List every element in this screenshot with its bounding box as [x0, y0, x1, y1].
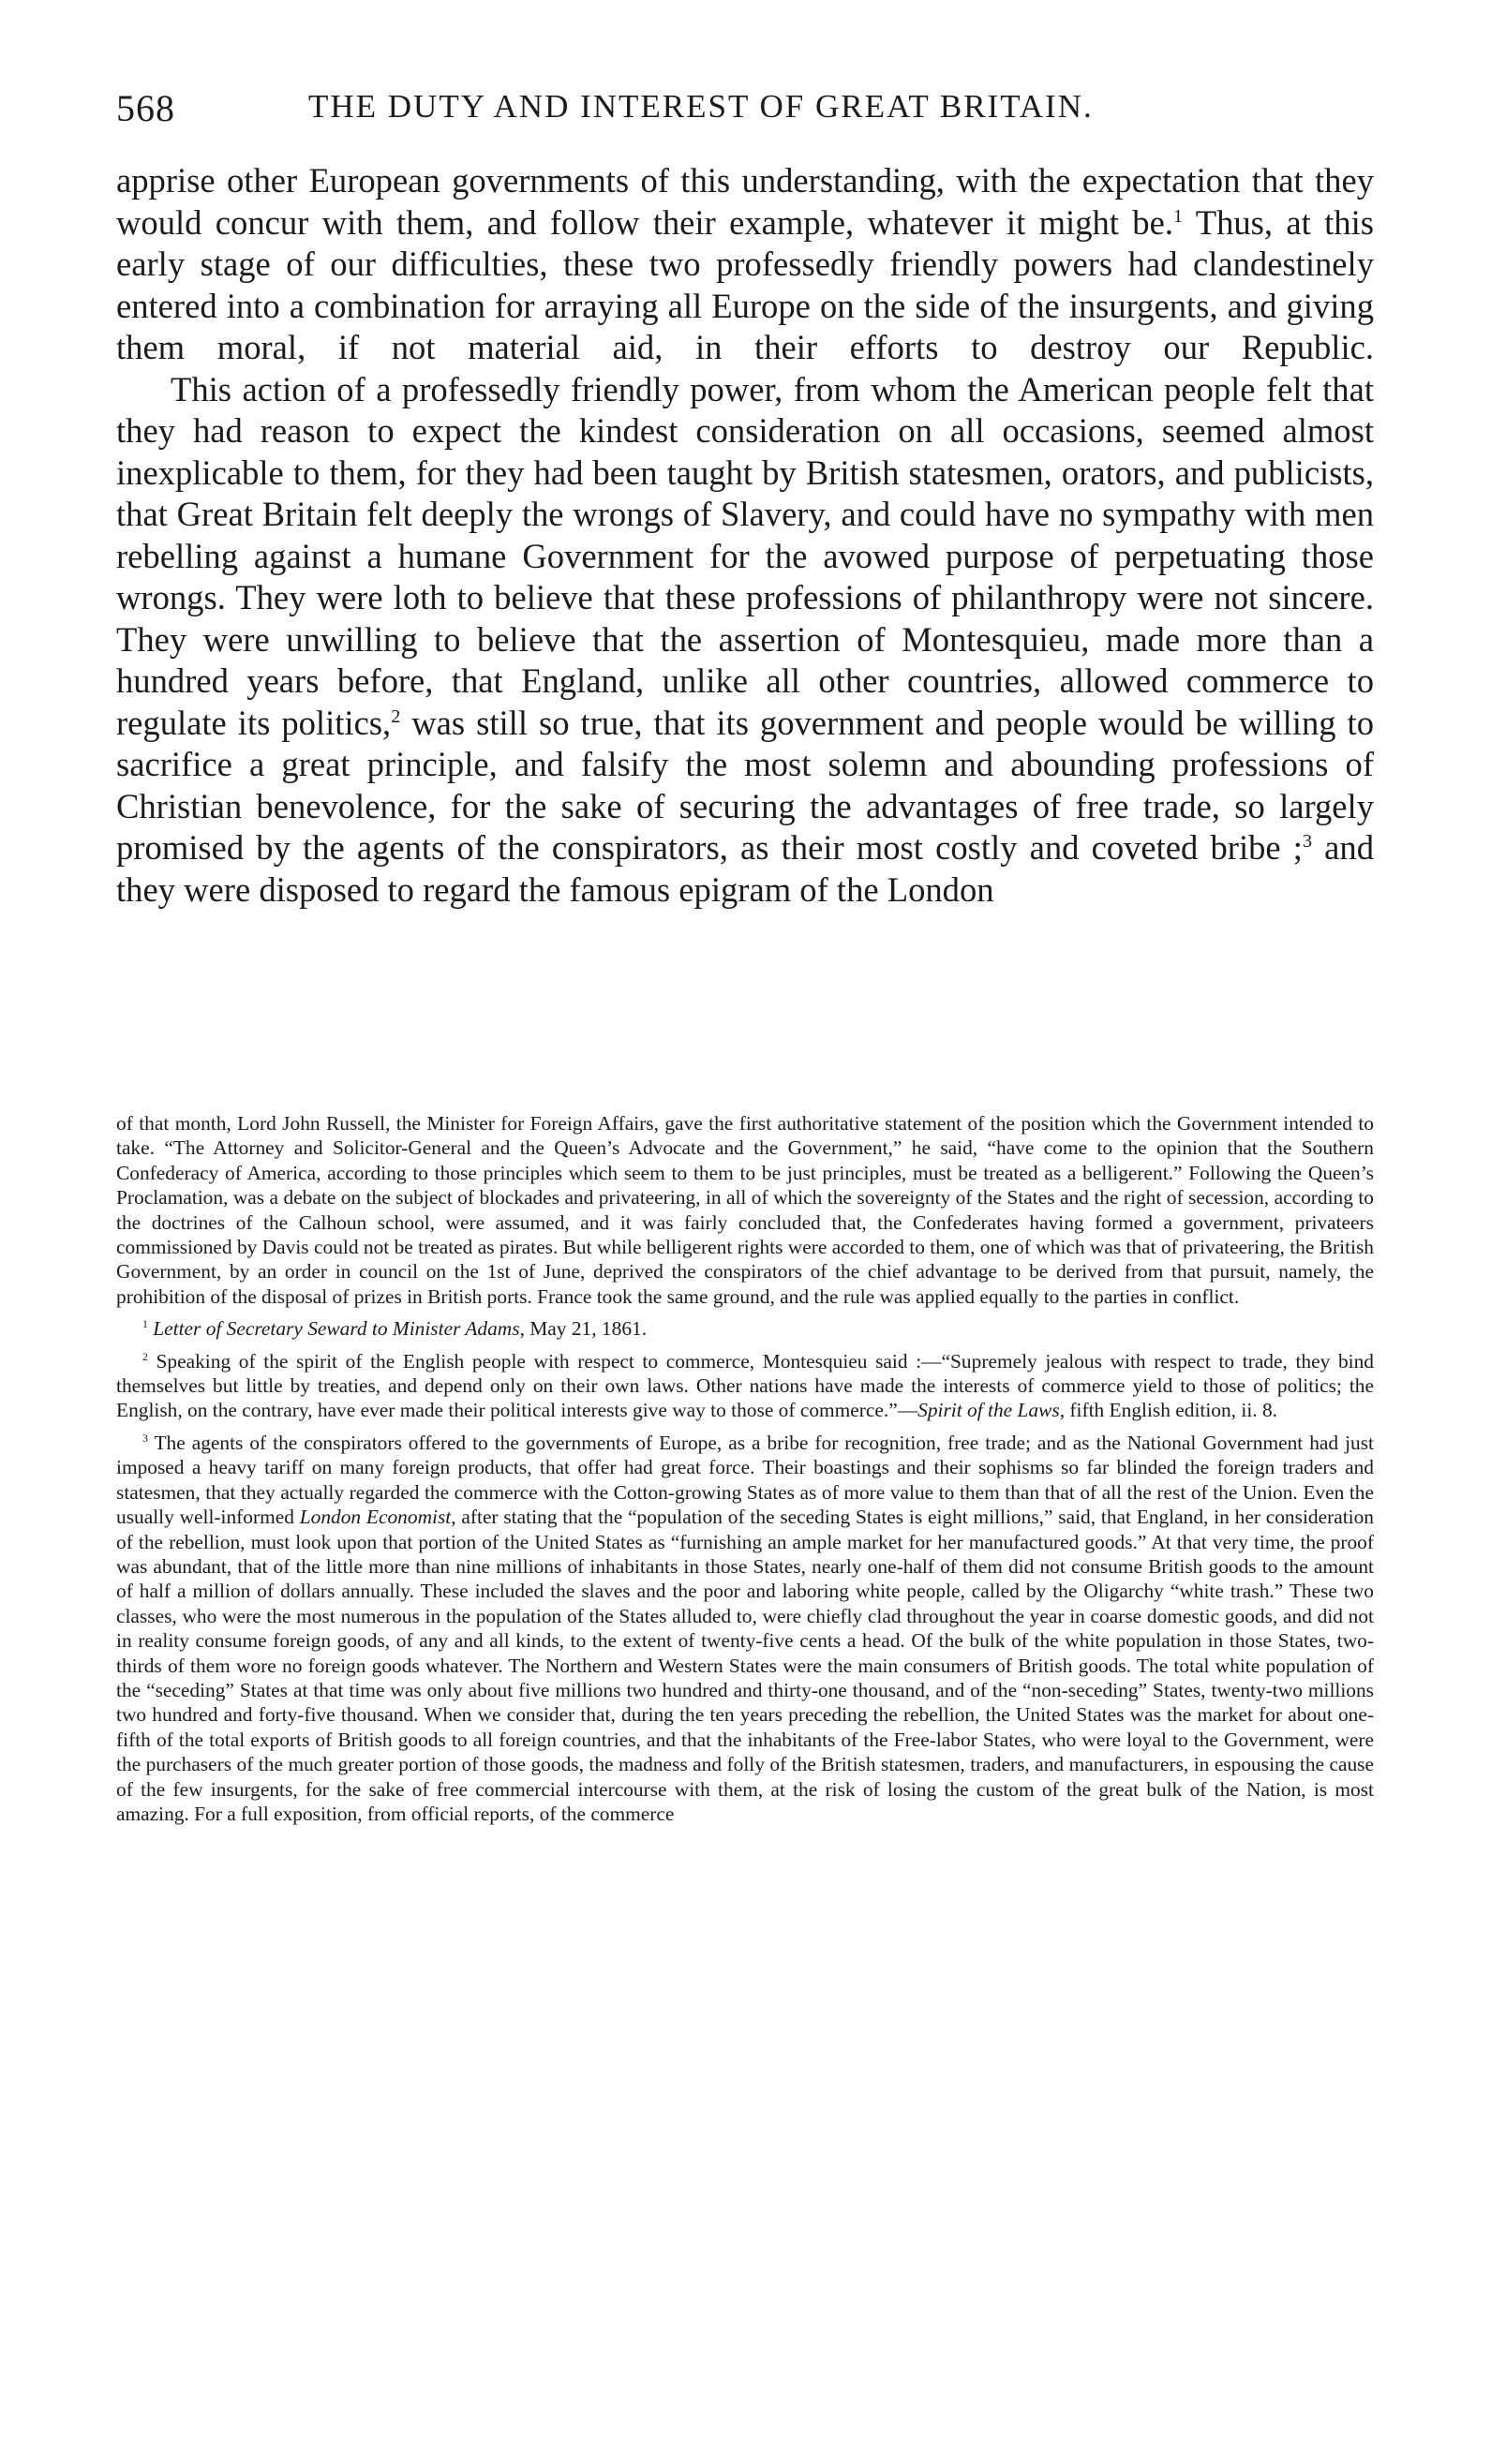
- running-head: [116, 86, 1374, 133]
- body-text-run: apprise other European governments of this understanding, with the expectation that they would concur with them, and follow their example, whatever it might be.: [116, 161, 1374, 242]
- body-text-run: was still so true, that its government and people would be willing to sacrifice a great principle, and falsify the most solemn and abounding professions of Christian benevolence, for the sake of securing the advantages of free trade, so largely promised by the agents of the conspirators, as their most costly and coveted bribe ;: [116, 703, 1374, 867]
- footnote-3: [116, 1431, 1374, 1827]
- footnote-mark: 3: [142, 1432, 148, 1445]
- body-paragraph: [116, 369, 1374, 912]
- body-text: [116, 160, 1374, 911]
- footnote-source: Spirit of the Laws: [917, 1399, 1060, 1422]
- footnote-ref: 2: [391, 705, 401, 727]
- footnote-1: [116, 1316, 1374, 1341]
- footnote-mark: 2: [142, 1350, 148, 1363]
- footnote-ref: 3: [1302, 830, 1313, 852]
- footnote-mark: 1: [142, 1318, 148, 1331]
- footnote-continued: of that month, Lord John Russell, the Minister for Foreign Affairs, gave the first authoritative statement of the position which the Government intended to take. “The Attorney and Solicitor-General and the Queen’s Advocate and the Government,” he said, “have come to the opinion that the Southern Confederacy of America, according to those principles which seem to them to be just principles, must be treated as a belligerent.” Following the Queen’s Proclamation, was a debate on the subject of blockades and privateering, in all of which the sovereignty of the States and the right of secession, according to the doctrines of the Calhoun school, were assumed, and it was fairly concluded that, the Confederates having formed a government, privateers commissioned by Davis could not be treated as pirates. But while belligerent rights were accorded to them, one of which was that of privateering, the British Government, by an order in council on the 1st of June, deprived the conspirators of the chief advantage to be derived from that pursuit, namely, the prohibition of the disposal of prizes in British ports. France took the same ground, and the rule was applied equally to the parties in conflict.: [116, 1112, 1374, 1308]
- footnote-text: , after stating that the “population of the seceding States is eight millions,” said, that England, in her consideration of the rebellion, must look upon that portion of the United States as “furnishing an ample market for her manufactured goods.” At that very time, the proof was abundant, that of the little more than nine millions of inhabitants in those States, nearly one-half of them did not consume British goods to the amount of half a million of dollars annually. These included the slaves and the poor and laboring white people, called by the Oligarchy “white trash.” These two classes, who were the most numerous in the population of the States alluded to, were chiefly clad throughout the year in coarse domestic goods, and did not in reality consume foreign goods, of any and all kinds, to the extent of twenty-five cents a head. Of the bulk of the white population in those States, two-thirds of them wore no foreign goods whatever. The Northern and Western States were the main consumers of British goods. The total white population of the “seceding” States at that time was only about five millions two hundred and thirty-one thousand, and of the “non-seceding” States, twenty-two millions two hundred and forty-five thousand. When we consider that, during the ten years preceding the rebellion, the United States was the market for about one-fifth of the total exports of British goods to all foreign countries, and that the inhabitants of the Free-labor States, who were loyal to the Government, were the purchasers of the much greater portion of those goods, the madness and folly of the British statesmen, traders, and manufacturers, in espousing the cause of the few insurgents, for the sake of free commercial intercourse with them, at the risk of losing the custom of the great bulk of the Nation, is most amazing. For a full exposition, from official reports, of the commerce: [116, 1506, 1374, 1825]
- footnote-source: Letter of Secretary Seward to Minister Adams: [153, 1317, 520, 1341]
- footnote-text: , May 21, 1861.: [519, 1317, 648, 1341]
- footnote-source: London Economist: [299, 1506, 452, 1529]
- page-number: 568: [116, 87, 175, 129]
- body-text-run: This action of a professedly friendly power, from whom the American people felt that they had reason to expect the kindest consideration on all occasions, seemed almost inexplicable to them, for they had been taught by British statesmen, orators, and publicists, that Great Britain felt deeply the wrongs of Slavery, and could have no sympathy with men rebelling against a humane Government for the avowed purpose of perpetuating those wrongs. They were loth to believe that these professions of philanthropy were not sincere. They were unwilling to believe that the assertion of Montesquieu, made more than a hundred years before, that England, unlike all other countries, allowed commerce to regulate its politics,: [116, 369, 1374, 742]
- footnote-text: The agents of the conspirators offered to the governments of Europe, as a bribe for recognition, free trade; and as the National Government had just imposed a heavy tariff on many foreign products, that offer had great force. Their boastings and their sophisms so far blinded the foreign traders and statesmen, that they actually regarded the commerce with the Cotton-growing States as of more value to them than that of all the rest of the Union. Even the usually well-informed: [116, 1431, 1374, 1529]
- footnote-ref: 1: [1172, 205, 1184, 227]
- footnotes: [116, 1111, 1374, 1826]
- footnote-text: , fifth English edition, ii. 8.: [1059, 1399, 1277, 1422]
- body-text-run: and they were disposed to regard the famous epigram of the London: [116, 828, 1374, 909]
- body-text-run: Thus, at this early stage of our difficulties, these two professedly friendly powers had clandestinely entered into a combination for arraying all Europe on the side of the insurgents, and giving them moral, if not material aid, in their efforts to destroy our Republic.: [116, 202, 1374, 366]
- body-paragraph: [116, 160, 1374, 369]
- footnote-2: [116, 1349, 1374, 1423]
- footnote-text: Speaking of the spirit of the English people with respect to commerce, Montesquieu said :—“Supremely jealous with respect to trade, they bind themselves but little by treaties, and depend only on their own laws. Other nations have made the interests of commerce yield to those of politics; the English, on the contrary, have ever made their political interests give way to those of commerce.”—: [116, 1349, 1374, 1422]
- running-title: THE DUTY AND INTEREST OF GREAT BRITAIN.: [308, 88, 1094, 125]
